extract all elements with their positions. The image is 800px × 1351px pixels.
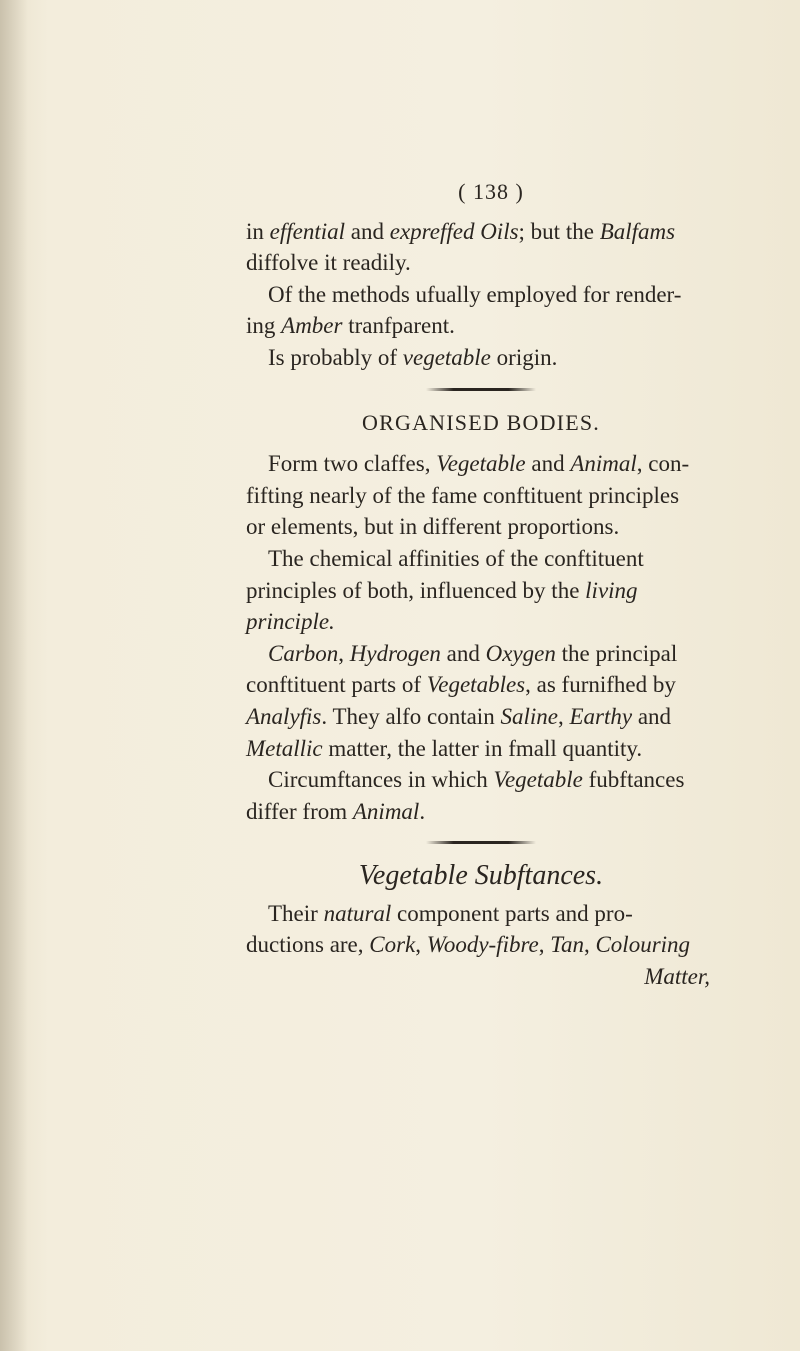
text-line: Carbon, Hydrogen and Oxygen the principal <box>268 640 678 666</box>
text-line: Their natural component parts and pro- <box>268 900 633 926</box>
text-line: differ from Animal. <box>246 798 426 824</box>
section-divider <box>426 841 536 844</box>
section-divider <box>426 388 536 391</box>
text-line: The chemical affinities of the conftituent <box>268 545 644 571</box>
text-line: principle. <box>246 609 335 635</box>
text-line: principles of both, influenced by the living <box>246 577 638 603</box>
text-line: Form two claffes, Vegetable and Animal, con- <box>268 451 690 477</box>
gutter-shadow <box>0 0 28 1351</box>
text-line: diffolve it readily. <box>246 250 411 276</box>
text-line: Is probably of vegetable origin. <box>268 344 558 370</box>
text-line: Analyfis. They alfo contain Saline, Earthy and <box>246 703 672 729</box>
catchword: Matter, <box>644 964 710 990</box>
text-line: or elements, but in different proportions. <box>246 514 620 540</box>
text-line: Metallic matter, the latter in fmall quantity. <box>246 735 643 761</box>
text-line: in effential and expreffed Oils; but the Balfams <box>246 218 676 244</box>
text-line: fifting nearly of the fame conftituent principles <box>246 482 680 508</box>
section-heading: Vegetable Subftances. <box>358 860 604 892</box>
text-line: conftituent parts of Vegetables, as furnifhed by <box>246 672 676 698</box>
text-line: Of the methods ufually employed for render- <box>268 281 682 307</box>
text-line: Circumftances in which Vegetable fubftances <box>268 767 685 793</box>
section-heading: ORGANISED BODIES. <box>362 409 600 435</box>
page-number: ( 138 ) <box>458 179 524 204</box>
text-line: ing Amber tranfparent. <box>246 313 455 339</box>
text-line: ductions are, Cork, Woody-fibre, Tan, Colouring <box>246 932 691 958</box>
page-text <box>246 176 716 993</box>
